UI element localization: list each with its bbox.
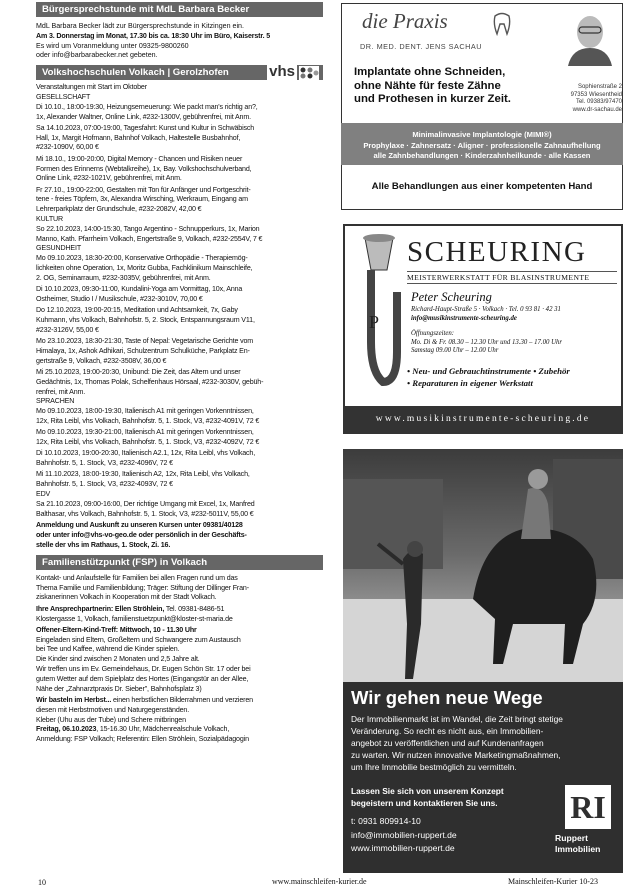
address-line: Tel. 09383/97470 — [575, 99, 622, 105]
ad-scheuring — [343, 224, 623, 434]
text-line: Ostheimer, Studio I / Musikschule, #232-3010V, 70,00 € — [36, 294, 203, 303]
basteln-text: einen herbstlichen Bilderrahmen und verzieren — [111, 695, 253, 704]
vhs-course-entry — [36, 500, 323, 520]
vhs-course-entry — [36, 368, 323, 397]
text-line: So 22.10.2023, 14:00-15:30, Tango Argentino - Schnupperkurs, 1x, Marion — [36, 224, 260, 233]
text-line: diesen mit Herbstmotiven und Naturgegenständen. — [36, 705, 190, 714]
vhs-category-heading: GESUNDHEIT — [36, 244, 82, 253]
vhs-course-entry — [36, 225, 323, 245]
text-line: Kuhmann, vhs Volkach, Bahnhofstr. 5, 2. Stock, Entspannungsraum V11, — [36, 316, 255, 325]
text-line: Mi 25.10.2023, 19:00-20:30, Unibund: Die Zeit, das Altern und unser — [36, 368, 241, 376]
text-line: Online Link, #232-1021V, gebührenfrei, mit Anm. — [36, 174, 182, 183]
body-line: Der Immobilienmarkt ist im Wandel, die Zeit bringt stetige — [351, 714, 563, 724]
text-line: Himalaya, 1x, Ashok Adhikari, Schulzentrum Schulküche, Parkplatz En- — [36, 346, 250, 355]
vhs-course-entry — [36, 254, 323, 283]
scheuring-person: Peter Scheuring — [411, 290, 492, 304]
tuba-icon — [353, 232, 405, 397]
address-line: Sophienstraße 2 — [577, 84, 622, 90]
text-line: Do 12.10.2023, 19:00-20:15, Meditation und Achtsamkeit, 7x, Gaby — [36, 306, 238, 315]
text-line: Es wird um Voranmeldung unter 09325-9800260 — [36, 41, 189, 50]
text-line: 1x, Alexander Waltner, Online Link, #232-1300V, gebührenfrei, mit Anm. — [36, 112, 251, 121]
left-column — [36, 2, 323, 745]
text-line: Mo 09.10.2023, 18:00-19:30, Italienisch A1 mit geringen Vorkenntnissen, — [36, 407, 254, 416]
body-line: zu warten. Wir nutzen innovative Marketingmaßnahmen, — [351, 750, 561, 760]
ruppert-body — [351, 713, 619, 773]
section-heading-vhs — [36, 65, 323, 80]
footer-issue: Mainschleifen-Kurier 10-23 — [508, 877, 598, 886]
date-text: , 15-16.30 Uhr, Mädchenrealschule Volkach, — [96, 725, 230, 734]
fsp-contact — [36, 605, 323, 615]
vhs-category-heading: KULTUR — [36, 215, 63, 224]
vhs-intro: Veranstaltungen mit Start im Oktober — [36, 83, 147, 92]
text-line: Di 10.10., 18:00-19:30, Heizungserneuerung: Wie packt man's richtig an?, — [36, 102, 258, 111]
vhs-course-entry — [36, 285, 323, 305]
scheuring-address: Richard-Haupt-Straße 5 · Volkach · Tel. 0 93 81 · 42 31 — [411, 306, 561, 313]
text-line: oder unter info@vhs-vo-geo.de oder persönlich in der Geschäfts- — [36, 531, 247, 540]
text-line: Mo 09.10.2023, 19:30-21:00, Italienisch A1 mit geringen Vorkenntnissen, — [36, 428, 254, 437]
praxis-doctor: DR. MED. DENT. JENS SACHAU — [360, 42, 483, 51]
fsp-treff-heading: Offener-Eltern-Kind-Treff: Mittwoch, 10 - 11.30 Uhr — [36, 625, 197, 634]
text-line: Hall, 1x, Margit Hofmann, Bahnhof Volkach, Haltestelle Busbahnhof, — [36, 133, 241, 142]
address-line: 97353 Wiesentheid — [570, 91, 622, 98]
band-line: Prophylaxe · Zahnersatz · Aligner · professionelle Zahnaufhellung — [363, 141, 601, 150]
text-line: Bahnhofstr. 5, 1. Stock, V3, #232-4093V, 72 € — [36, 480, 173, 489]
text-line: Mi 11.10.2023, 18:00-19:30, Italienisch A2, 12x, Rita Leibl, vhs Volkach, — [36, 470, 250, 479]
vhs-category-heading: GESELLSCHAFT — [36, 92, 91, 101]
body-line: Veränderung. So recht es nicht aus, ein Immobilien- — [351, 726, 544, 736]
vhs-course-entry — [36, 306, 323, 335]
ruppert-email: info@immobilien-ruppert.de — [351, 829, 457, 840]
text-line: Di 10.10.2023, 09:30-11:00, Kundalini-Yoga am Vormittag, 10x, Anna — [36, 285, 243, 294]
fsp-date — [36, 725, 323, 735]
hours-line: Samstag 09.00 Uhr – 12.00 Uhr — [411, 347, 499, 355]
fsp-contact-address: Klostergasse 1, Volkach, familienstuetzpunkt@kloster-st-maria.de — [36, 614, 233, 623]
praxis-logo: die Praxis — [362, 9, 448, 33]
text-line: Bahnhofstr. 5, 1. Stock, V3, #232-4096V, 72 € — [36, 459, 173, 468]
vhs-logo: vhs — [269, 65, 295, 81]
basteln-label: Wir basteln im Herbst... — [36, 695, 112, 704]
scheuring-hours — [411, 330, 562, 356]
ad-ruppert — [343, 449, 623, 873]
text-line: Wir treffen uns im Ev. Gemeindehaus, Dr. Eugen Schön Str. 17 oder bei — [36, 665, 251, 674]
ruppert-website: www.immobilien-ruppert.de — [351, 843, 455, 853]
text-line: Die Kinder sind zwischen 2 Monaten und 2,5 Jahre alt. — [36, 655, 200, 664]
hours-line: Mo. Di & Fr. 08.30 – 12.30 Uhr und 13.30 – 17.00 Uhr — [411, 338, 563, 346]
svg-text:P: P — [369, 312, 380, 332]
photo-horse-rider — [343, 449, 623, 682]
text-line: Lehrerparkplatz der Grundschule, #232-2082V, 42,00 € — [36, 205, 202, 214]
text-line: Mo 09.10.2023, 18:30-20:00, Konservative Orthopädie - Therapiemög- — [36, 254, 248, 263]
vhs-category-heading: EDV — [36, 490, 51, 499]
text-line: Fr 27.10., 19:00-22:00, Gestalten mit Ton für Anfänger und Fortgeschrit- — [36, 185, 251, 194]
scheuring-name: SCHEURING — [407, 236, 587, 268]
praxis-address — [560, 84, 622, 114]
vhs-course-entry — [36, 186, 323, 215]
text-line: Eingeladen sind Eltern, Großeltern und Schwangere zum Austausch — [36, 635, 241, 644]
text-line: #232-3126V, 55,00 € — [36, 325, 99, 334]
vhs-course-entry — [36, 337, 323, 366]
text-line: 12x, Rita Leibl, vhs Volkach, Bahnhofstr. 5, 1. Stock, V3, #232-4092V, 72 € — [36, 438, 260, 447]
text-line: stelle der vhs im Rathaus, 1. Stock, Zi. 16. — [36, 541, 171, 550]
text-line: Sa 14.10.2023, 07:00-19:00, Tagesfahrt: Kunst und Kultur in Schwäbisch — [36, 123, 255, 132]
scheuring-url: www.musikinstrumente-scheuring.de — [375, 414, 591, 424]
ruppert-contact — [351, 815, 457, 856]
date-label: Freitag, 06.10.2023 — [36, 725, 97, 734]
text-line: Balthasar, vhs Volkach, Bahnhofstr. 5, 1. Stock, V3, #232-5011V, 55,00 € — [36, 509, 254, 518]
text-line: Gedächtnis, 1x, Thomas Polak, Schelfenhaus Hörsaal, #232-3030V, gebüh- — [36, 377, 264, 386]
ruppert-headline: Wir gehen neue Wege — [351, 687, 543, 708]
text-line: renfrei, mit Anm. — [36, 387, 86, 396]
text-line: Sa 21.10.2023, 09:00-16:00, Der richtige Umgang mit Excel, 1x, Manfred — [36, 499, 255, 508]
text-line: Anmeldung und Auskunft zu unseren Kursen unter 09381/40128 — [36, 521, 243, 530]
text-line: Anmeldung: FSP Volkach; Referentin: Ellen Ströhlein, Sozialpädagogin — [36, 735, 249, 744]
footer-page-number: 10 — [38, 878, 46, 887]
ruppert-phone: t: 0931 809914-10 — [351, 816, 421, 826]
text-line: Thema Familie und Familienbildung; Träger: Stiftung der Dillinger Fran- — [36, 583, 249, 592]
text-line: lichkeiten ohne Operation, 1x, Moritz Gubba, Fachklinikum Mainschleife, — [36, 264, 253, 273]
address-line: www.dr-sachau.de — [572, 106, 622, 113]
text-line: 2. OG, Seminarraum, #232-3035V, gebührenfrei, mit Anm. — [36, 273, 211, 282]
praxis-band — [341, 123, 623, 165]
text-line: Am 3. Donnerstag im Monat, 17.30 bis ca. 18:30 Uhr im Büro, Kaiserstr. 5 — [36, 31, 271, 40]
praxis-bottom: Alle Behandlungen aus einer kompetenten Hand — [371, 181, 593, 192]
vhs-course-entry — [36, 470, 323, 490]
contact-label: Ihre Ansprechpartnerin: Ellen Ströhlein, — [36, 604, 165, 613]
scheuring-subtitle: MEISTERWERKSTATT FÜR BLASINSTRUMENTE — [407, 271, 617, 284]
scheuring-url-bar — [345, 406, 621, 432]
text-line: gertstraße 9, Volkach, #232-3508V, 36,00 € — [36, 356, 167, 365]
tooth-icon — [492, 12, 512, 41]
vhs-heading-text: Volkshochschulen Volkach | Gerolzhofen — [42, 67, 229, 79]
cta-line: begeistern und kontaktieren Sie uns. — [351, 798, 498, 808]
bullet-line: • Reparaturen in eigener Werkstatt — [407, 377, 533, 388]
body-line: angebot zu veröffentlichen und auf Kundenanfragen — [351, 738, 544, 748]
ad-praxis — [341, 3, 623, 210]
text-line: Kontakt- und Anlaufstelle für Familien bei allen Fragen rund um das — [36, 573, 238, 582]
vhs-course-entry — [36, 155, 323, 184]
text-line: Kleber (Uhu aus der Tube) und Schere mitbringen — [36, 715, 186, 724]
vhs-dots-icon — [299, 66, 319, 80]
vhs-course-entry — [36, 407, 323, 427]
text-line: Mi 18.10., 19:00-20:00, Digital Memory - Chancen und Risiken neuer — [36, 154, 243, 163]
bullet-line: • Neu- und Gebrauchtinstrumente • Zubehör — [407, 366, 570, 376]
doctor-portrait — [564, 10, 616, 66]
ruppert-logo: RI — [565, 785, 611, 829]
band-line: alle Zahnbehandlungen · Kinderzahnheilkunde · alle Kassen — [373, 151, 591, 160]
vhs-body — [36, 83, 323, 519]
body-line: um Ihre Immobilie bestmöglich zu vermitteln. — [351, 762, 517, 772]
text-line: Manno, Kath. Pfarrheim Volkach, Engertstraße 9, Volkach, #232-2554V, 7 € — [36, 234, 263, 243]
section-heading-fsp: Familienstützpunkt (FSP) in Volkach — [36, 555, 323, 570]
text-line: ziskanerinnen Volkach in Kooperation mit der Stadt Volkach. — [36, 593, 217, 602]
scheuring-bullets — [407, 366, 570, 389]
vhs-footer — [36, 521, 323, 550]
vhs-course-entry — [36, 428, 323, 448]
logo-name-line: Immobilien — [555, 844, 601, 854]
text-line: Mo 23.10.2023, 18:30-21:30, Taste of Nepal: Vegetarische Gerichte vom — [36, 337, 254, 346]
vhs-course-entry — [36, 124, 323, 153]
section-heading-buergersprechstunde: Bürgersprechstunde mit MdL Barbara Becker — [36, 2, 323, 17]
band-title: Minimalinvasive Implantologie (MIMI®) — [412, 130, 552, 139]
text-line: 12x, Rita Leibl, vhs Volkach, Bahnhofstr. 5, 1. Stock, V3, #232-4091V, 72 € — [36, 416, 260, 425]
text-line: MdL Barbara Becker lädt zur Bürgersprechstunde in Kitzingen ein. — [36, 22, 244, 30]
text-line: Formen des Erinnerns (Webtalkreihe), 1x, Bay. Volkshochschulverband, — [36, 164, 252, 173]
buergersprechstunde-body — [36, 22, 323, 61]
contact-phone: Tel. 09381-8486-51 — [164, 604, 225, 613]
ruppert-cta — [351, 785, 504, 809]
scheuring-email: info@musikinstrumente-scheuring.de — [411, 315, 517, 322]
headline-line: ohne Nähte für feste Zähne — [354, 79, 501, 92]
logo-name-line: Ruppert — [555, 833, 588, 843]
praxis-headline — [354, 66, 511, 107]
text-line: #232-1090V, 60,00 € — [36, 143, 99, 152]
footer-site: www.mainschleifen-kurier.de — [272, 877, 367, 886]
text-line: oder info@barbarabecker.net gebeten. — [36, 51, 158, 60]
text-line: Nähe der „Zahnarztpraxis Dr. Sieber", Bahnhofsplatz 3) — [36, 684, 202, 693]
text-line: bei Tee und Kaffee, während die Kinder spielen. — [36, 645, 180, 654]
ruppert-logo-text — [555, 833, 600, 855]
hours-label: Öffnungszeiten: — [411, 330, 455, 337]
text-line: gutem Wetter auf dem Spielplatz des Hortes (Eingangstür an der Allee, — [36, 674, 249, 683]
fsp-body — [36, 574, 323, 745]
headline-line: und Prothesen in kurzer Zeit. — [354, 93, 511, 105]
headline-line: Implantate ohne Schneiden, — [354, 66, 506, 78]
vhs-course-entry — [36, 103, 323, 123]
text-line: Di 10.10.2023, 19:00-20:30, Italienisch A2.1, 12x, Rita Leibl, vhs Volkach, — [36, 449, 256, 458]
cta-line: Lassen Sie sich von unserem Konzept — [351, 786, 504, 796]
vhs-course-entry — [36, 449, 323, 469]
text-line: tene - freies Töpfern, 3x, Alexandra Wirsching, Werkraum, Eingang am — [36, 195, 248, 204]
vhs-category-heading: SPRACHEN — [36, 397, 75, 406]
fsp-basteln — [36, 696, 323, 706]
